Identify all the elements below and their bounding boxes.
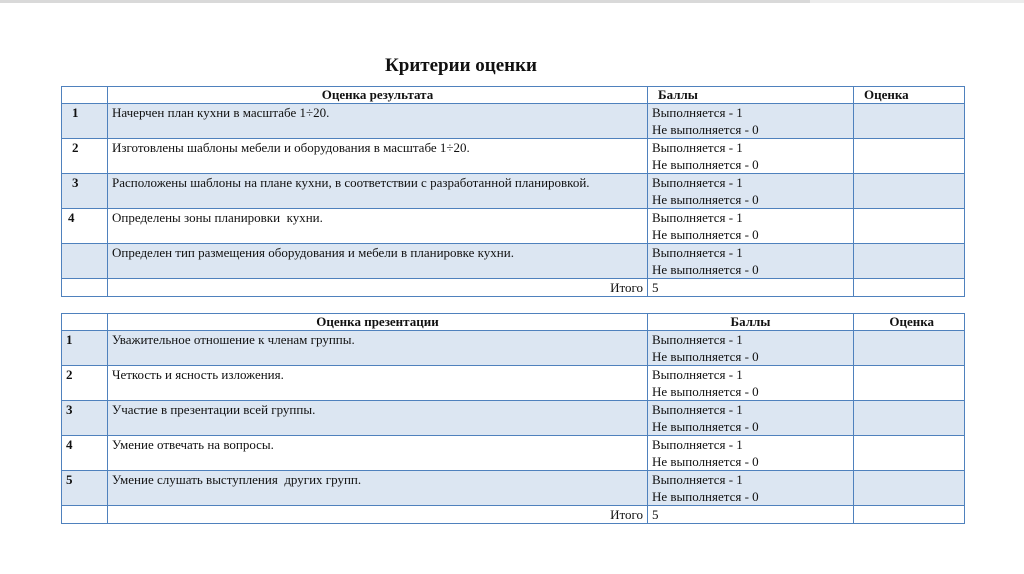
table-header-row bbox=[62, 87, 965, 104]
score-no: Не выполняется - 0 bbox=[652, 157, 759, 172]
score-no: Не выполняется - 0 bbox=[652, 192, 759, 207]
score-yes: Выполняется - 1 bbox=[652, 402, 743, 417]
table-row bbox=[62, 174, 965, 209]
score-no: Не выполняется - 0 bbox=[652, 262, 759, 277]
score-no: Не выполняется - 0 bbox=[652, 349, 759, 364]
row-criterion: Расположены шаблоны на плане кухни, в соответствии с разработанной планировкой. bbox=[108, 174, 648, 209]
score-yes: Выполняется - 1 bbox=[652, 332, 743, 347]
table-row bbox=[62, 401, 965, 436]
table-row bbox=[62, 331, 965, 366]
row-number: 3 bbox=[62, 401, 108, 436]
header-num bbox=[62, 87, 108, 104]
row-number: 1 bbox=[62, 104, 108, 139]
row-score bbox=[648, 209, 854, 244]
row-grade[interactable] bbox=[854, 331, 965, 366]
header-criterion: Оценка результата bbox=[108, 87, 648, 104]
table-row bbox=[62, 471, 965, 506]
row-number: 5 bbox=[62, 471, 108, 506]
header-score: Баллы bbox=[648, 314, 854, 331]
table-row bbox=[62, 139, 965, 174]
row-grade[interactable] bbox=[854, 104, 965, 139]
header-num bbox=[62, 314, 108, 331]
row-criterion: Определены зоны планировки кухни. bbox=[108, 209, 648, 244]
header-grade: Оценка bbox=[854, 87, 965, 104]
total-label: Итого bbox=[108, 506, 648, 524]
row-score bbox=[648, 104, 854, 139]
score-yes: Выполняется - 1 bbox=[652, 437, 743, 452]
row-number: 4 bbox=[62, 436, 108, 471]
table-row bbox=[62, 104, 965, 139]
score-yes: Выполняется - 1 bbox=[652, 367, 743, 382]
table-header-row bbox=[62, 314, 965, 331]
score-yes: Выполняется - 1 bbox=[652, 140, 743, 155]
score-yes: Выполняется - 1 bbox=[652, 210, 743, 225]
score-no: Не выполняется - 0 bbox=[652, 384, 759, 399]
row-number: 3 bbox=[62, 174, 108, 209]
table-row bbox=[62, 244, 965, 279]
total-grade bbox=[854, 279, 965, 297]
row-criterion: Уважительное отношение к членам группы. bbox=[108, 331, 648, 366]
header-grade: Оценка bbox=[854, 314, 965, 331]
score-no: Не выполняется - 0 bbox=[652, 489, 759, 504]
result-criteria-table bbox=[61, 86, 965, 297]
row-score bbox=[648, 244, 854, 279]
row-criterion: Четкость и ясность изложения. bbox=[108, 366, 648, 401]
row-grade[interactable] bbox=[854, 366, 965, 401]
total-value: 5 bbox=[648, 279, 854, 297]
row-number bbox=[62, 244, 108, 279]
row-number: 4 bbox=[62, 209, 108, 244]
row-score bbox=[648, 139, 854, 174]
top-rule bbox=[0, 0, 1024, 3]
row-criterion: Определен тип размещения оборудования и мебели в планировке кухни. bbox=[108, 244, 648, 279]
row-grade[interactable] bbox=[854, 436, 965, 471]
total-empty bbox=[62, 506, 108, 524]
row-number: 1 bbox=[62, 331, 108, 366]
row-score bbox=[648, 436, 854, 471]
row-score bbox=[648, 471, 854, 506]
row-criterion: Начерчен план кухни в масштабе 1÷20. bbox=[108, 104, 648, 139]
row-number: 2 bbox=[62, 139, 108, 174]
row-grade[interactable] bbox=[854, 139, 965, 174]
row-criterion: Участие в презентации всей группы. bbox=[108, 401, 648, 436]
score-no: Не выполняется - 0 bbox=[652, 122, 759, 137]
score-no: Не выполняется - 0 bbox=[652, 454, 759, 469]
row-grade[interactable] bbox=[854, 209, 965, 244]
score-no: Не выполняется - 0 bbox=[652, 227, 759, 242]
row-score bbox=[648, 401, 854, 436]
row-grade[interactable] bbox=[854, 401, 965, 436]
total-empty bbox=[62, 279, 108, 297]
table-row bbox=[62, 366, 965, 401]
row-score bbox=[648, 366, 854, 401]
row-grade[interactable] bbox=[854, 174, 965, 209]
table-row bbox=[62, 209, 965, 244]
total-row bbox=[62, 506, 965, 524]
total-grade bbox=[854, 506, 965, 524]
table-row bbox=[62, 436, 965, 471]
score-yes: Выполняется - 1 bbox=[652, 175, 743, 190]
row-grade[interactable] bbox=[854, 471, 965, 506]
score-yes: Выполняется - 1 bbox=[652, 472, 743, 487]
score-yes: Выполняется - 1 bbox=[652, 105, 743, 120]
page-title: Критерии оценки bbox=[385, 55, 537, 76]
row-criterion: Умение слушать выступления других групп. bbox=[108, 471, 648, 506]
presentation-criteria-table bbox=[61, 313, 965, 524]
row-score bbox=[648, 174, 854, 209]
score-no: Не выполняется - 0 bbox=[652, 419, 759, 434]
row-criterion: Умение отвечать на вопросы. bbox=[108, 436, 648, 471]
total-label: Итого bbox=[108, 279, 648, 297]
header-criterion: Оценка презентации bbox=[108, 314, 648, 331]
row-number: 2 bbox=[62, 366, 108, 401]
score-yes: Выполняется - 1 bbox=[652, 245, 743, 260]
row-grade[interactable] bbox=[854, 244, 965, 279]
total-row bbox=[62, 279, 965, 297]
header-score: Баллы bbox=[648, 87, 854, 104]
row-criterion: Изготовлены шаблоны мебели и оборудования в масштабе 1÷20. bbox=[108, 139, 648, 174]
total-value: 5 bbox=[648, 506, 854, 524]
row-score bbox=[648, 331, 854, 366]
